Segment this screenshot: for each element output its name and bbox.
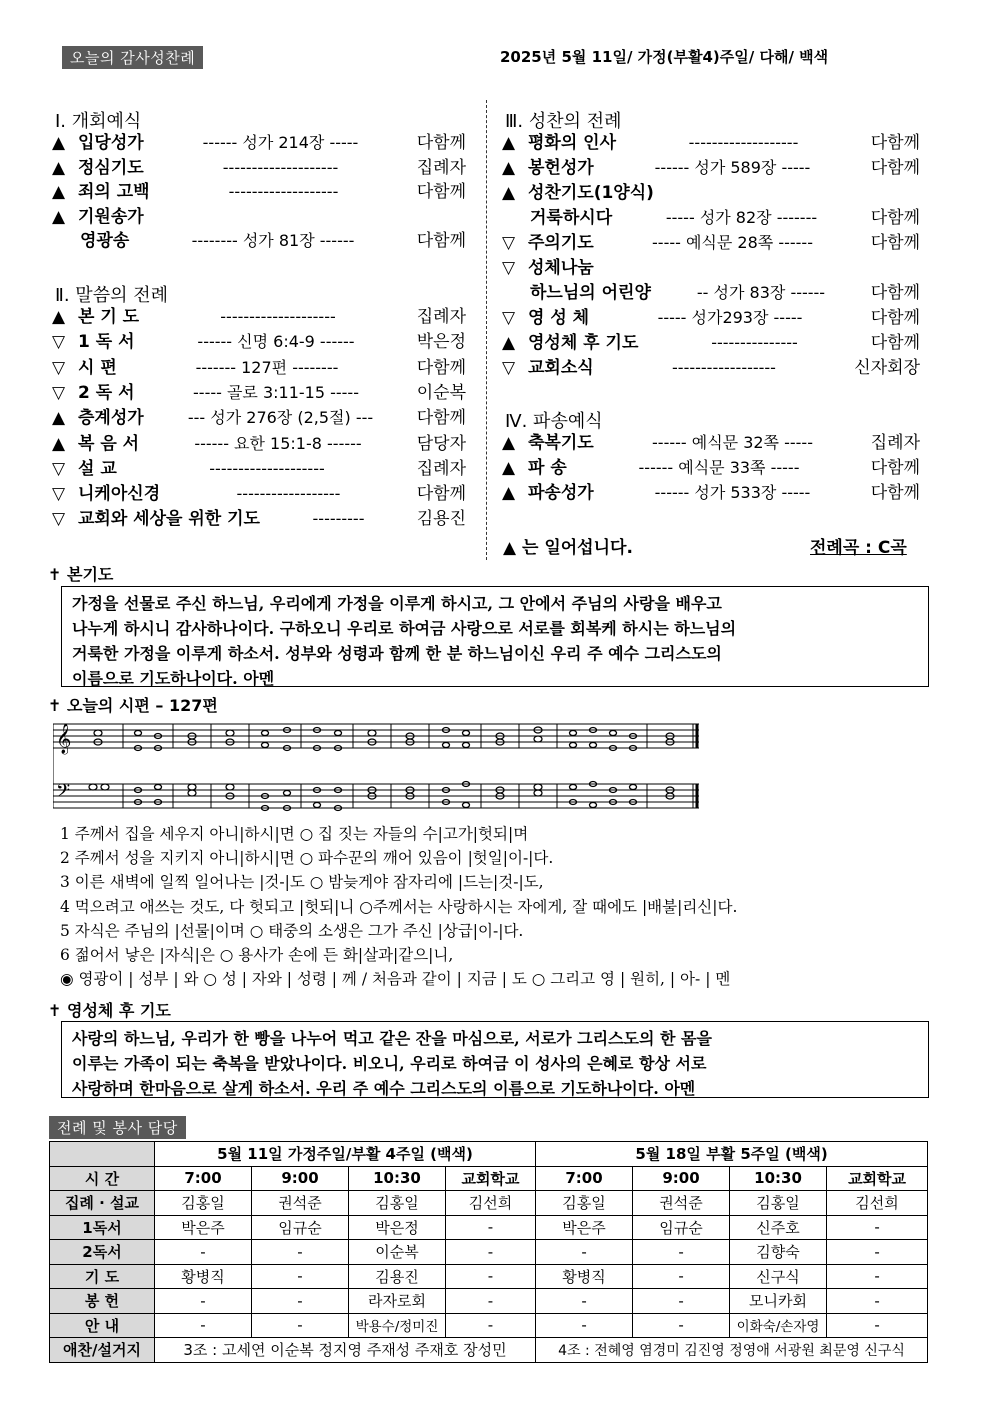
order-item	[502, 181, 920, 205]
order-item-detail: --- 성가 276장 (2,5절) ---	[187, 408, 374, 428]
section-word-title: Ⅱ. 말씀의 전례	[55, 285, 168, 306]
post-communion-line: 사랑하며 한마음으로 살게 하소서. 우리 주 예수 그리스도의 이름으로 기도하나이다. 아멘	[72, 1079, 696, 1098]
order-item-person: 다함께	[416, 408, 466, 429]
order-item-detail: ----- 성가 82장 -------	[665, 208, 818, 227]
order-item-person: 다함께	[416, 133, 466, 153]
time-cell: 10:30	[349, 1166, 446, 1191]
order-item	[52, 432, 466, 456]
order-item-detail: ------ 성가 533장 -----	[654, 483, 811, 502]
order-item-detail: ----- 예식문 28쪽 ------	[652, 233, 813, 252]
collect-line: 거룩한 가정을 이루게 하소서. 성부와 성령과 함께 한 분 하느님이신 우리 주 예수 그리스도의	[72, 644, 722, 663]
order-item	[502, 281, 920, 305]
stand-triangle-icon: ▲	[52, 182, 66, 202]
time-cell: 7:00	[536, 1166, 633, 1191]
order-item-person: 신자회장	[854, 358, 920, 378]
week1-header: 5월 11일 가정주일/부활 4주일 (백색)	[155, 1142, 536, 1167]
order-item-detail: -------- 성가 81장 ------	[191, 231, 355, 250]
duty-cell: 김향숙	[730, 1240, 827, 1265]
duty-cell: 박용수/정미진	[349, 1313, 446, 1338]
sit-triangle-icon: ▽	[502, 358, 516, 378]
duty-row	[50, 1215, 928, 1240]
psalm-heading	[48, 693, 218, 716]
order-item-detail: ----- 골로 3:11-15 -----	[193, 382, 359, 402]
order-item-detail: -- 성가 83장 ------	[696, 283, 826, 302]
cross-icon: ✝	[48, 1001, 67, 1020]
duty-cell: 임규순	[633, 1215, 730, 1240]
order-item-detail: -------------------	[688, 133, 799, 152]
psalm-verse: 1 주께서 집을 세우지 아니|하시|면 ○ 집 짓는 자들의 수|고가|헛되|며	[60, 825, 529, 843]
duty-row	[50, 1313, 928, 1338]
time-cell: 교회학교	[827, 1166, 928, 1191]
order-item-person: 박은정	[416, 332, 466, 353]
duty-cell: 김선희	[446, 1191, 536, 1216]
corner-cell	[50, 1142, 155, 1167]
post-communion-line: 이루는 가족이 되는 축복을 받았나이다. 비오니, 우리로 하여금 이 성사의 은혜로 항상 서로	[72, 1054, 707, 1073]
order-item	[52, 381, 466, 405]
stand-triangle-icon: ▲	[502, 133, 516, 153]
duty-cell: -	[155, 1240, 252, 1265]
duty-cell: 권석준	[252, 1191, 349, 1216]
stand-triangle-icon: ▲	[52, 133, 66, 153]
sit-triangle-icon: ▽	[52, 458, 66, 479]
duty-cell: -	[446, 1240, 536, 1265]
order-item	[52, 180, 466, 204]
stand-triangle-icon: ▲	[52, 433, 66, 454]
order-item-name: 교회와 세상을 위한 기도	[78, 509, 260, 530]
order-item	[52, 457, 466, 481]
column-divider	[486, 100, 487, 560]
order-item	[502, 131, 920, 155]
duty-cell: 김선희	[827, 1191, 928, 1216]
duty-role-label: 봉 헌	[50, 1289, 155, 1314]
duty-cell: 신주호	[730, 1215, 827, 1240]
duty-table	[49, 1141, 928, 1363]
post-communion-title: 영성체 후 기도	[66, 1001, 171, 1020]
duty-cell: -	[252, 1289, 349, 1314]
order-item-detail: ------ 예식문 32쪽 -----	[652, 433, 813, 452]
order-item-person: 다함께	[870, 133, 920, 153]
order-item-detail: --------------------	[220, 307, 336, 326]
sit-triangle-icon: ▽	[502, 233, 516, 253]
choir-week1: 3조 : 고세연 이순복 정지영 주재성 주재호 장성민	[155, 1338, 536, 1363]
order-item-name: 성체나눔	[528, 258, 594, 278]
order-item	[52, 406, 466, 430]
order-item-person: 다함께	[416, 231, 466, 251]
order-item-person: 다함께	[416, 182, 466, 202]
duty-cell: -	[155, 1313, 252, 1338]
order-item-name: 평화의 인사	[528, 133, 617, 153]
choir-week2: 4조 : 전혜영 염경미 김진영 정영애 서광원 최문영 신구식	[536, 1338, 928, 1363]
sit-triangle-icon: ▽	[52, 509, 66, 530]
duty-cell: 황병직	[536, 1264, 633, 1289]
order-item-detail: ------ 성가 214장 -----	[202, 133, 359, 152]
order-item-person: 다함께	[870, 208, 920, 228]
duty-cell: -	[536, 1240, 633, 1265]
time-cell: 9:00	[633, 1166, 730, 1191]
order-item-detail: ------------------	[672, 358, 776, 377]
duty-cell: 신구식	[730, 1264, 827, 1289]
duty-cell: 김용진	[349, 1264, 446, 1289]
duty-cell: 이화숙/손자영	[730, 1313, 827, 1338]
order-item	[502, 431, 920, 455]
order-item-name: 시 편	[78, 357, 117, 378]
collect-heading	[48, 562, 113, 585]
stand-triangle-icon: ▲	[52, 307, 66, 327]
order-item-name: 정심기도	[78, 157, 144, 178]
order-item-name: 설 교	[78, 458, 117, 479]
order-item-person: 집례자	[416, 157, 466, 178]
order-item-name: 입당성가	[78, 133, 144, 153]
order-item-name: 복 음 서	[78, 433, 140, 454]
post-communion-line: 사랑의 하느님, 우리가 한 빵을 나누어 먹고 같은 잔을 마심으로, 서로가 그리스도의 한 몸을	[72, 1029, 712, 1048]
duty-cell: 박은주	[536, 1215, 633, 1240]
stand-triangle-icon: ▲	[502, 433, 516, 453]
duty-cell: 박은주	[155, 1215, 252, 1240]
sit-triangle-icon: ▽	[502, 258, 516, 278]
order-item-detail: ------- 127편 --------	[195, 357, 339, 377]
order-item-person: 다함께	[870, 233, 920, 253]
section-opening-title: Ⅰ. 개회예식	[55, 111, 142, 132]
duty-cell: -	[827, 1313, 928, 1338]
duty-cell: 권석준	[633, 1191, 730, 1216]
order-item	[502, 331, 920, 355]
duty-title-tag: 전례 및 봉사 담당	[49, 1116, 186, 1139]
order-item-detail: ------------------	[236, 484, 341, 504]
stand-triangle-icon: ▲	[502, 458, 516, 478]
order-item-name: 주의기도	[528, 233, 594, 253]
order-item-name: 교회소식	[528, 358, 594, 378]
order-item	[52, 156, 466, 180]
duty-role-label: 기 도	[50, 1264, 155, 1289]
duty-cell: -	[446, 1289, 536, 1314]
time-label: 시 간	[50, 1166, 155, 1191]
duty-role-label: 안 내	[50, 1313, 155, 1338]
sit-triangle-icon: ▽	[52, 332, 66, 353]
duty-cell: -	[827, 1240, 928, 1265]
duty-cell: -	[827, 1289, 928, 1314]
service-title-tag: 오늘의 감사성찬례	[62, 46, 203, 69]
order-item-person: 다함께	[870, 483, 920, 503]
order-item	[52, 305, 466, 329]
sit-triangle-icon: ▽	[52, 484, 66, 505]
order-item-name: 하느님의 어린양	[530, 283, 651, 303]
time-cell: 교회학교	[446, 1166, 536, 1191]
order-item	[502, 206, 920, 230]
order-item	[502, 156, 920, 180]
cross-icon: ✝	[48, 696, 67, 715]
duty-cell: 김홍일	[155, 1191, 252, 1216]
duty-cell: -	[446, 1215, 536, 1240]
order-item	[52, 356, 466, 380]
time-cell: 10:30	[730, 1166, 827, 1191]
order-item-detail: ------ 예식문 33쪽 -----	[638, 458, 800, 477]
order-item-person: 집례자	[416, 458, 466, 479]
service-date: 2025년 5월 11일/ 가정(부활4)주일/ 다해/ 백색	[500, 48, 829, 66]
order-item-detail: ------ 성가 589장 -----	[654, 158, 811, 177]
order-item-detail: -------------------	[228, 182, 339, 201]
order-item-name: 축복기도	[528, 433, 594, 453]
duty-row	[50, 1264, 928, 1289]
time-row	[50, 1166, 928, 1191]
stand-triangle-icon: ▲	[502, 333, 516, 353]
collect-line: 이름으로 기도하나이다. 아멘	[72, 669, 275, 688]
post-communion-box	[61, 1021, 929, 1098]
duty-cell: -	[633, 1264, 730, 1289]
duty-cell: 라자로회	[349, 1289, 446, 1314]
week2-header: 5월 18일 부활 5주일 (백색)	[536, 1142, 928, 1167]
duty-cell: 모니카회	[730, 1289, 827, 1314]
section-sending-title: Ⅳ. 파송예식	[505, 411, 603, 432]
order-item-name: 죄의 고백	[78, 182, 150, 202]
psalm-chant-score	[53, 718, 701, 814]
order-item-detail: --------------------	[209, 458, 325, 478]
duty-cell: -	[252, 1240, 349, 1265]
duty-cell: 임규순	[252, 1215, 349, 1240]
duty-cell: -	[827, 1215, 928, 1240]
stand-triangle-icon: ▲	[52, 206, 66, 227]
order-item-name: 영성체 후 기도	[528, 333, 639, 353]
week-header-row	[50, 1142, 928, 1167]
cross-icon: ✝	[48, 565, 67, 584]
duty-cell: 황병직	[155, 1264, 252, 1289]
duty-cell: -	[633, 1289, 730, 1314]
order-item	[502, 356, 920, 380]
order-item-name: 봉헌성가	[528, 158, 594, 178]
duty-row	[50, 1240, 928, 1265]
order-item-person: 다함께	[870, 158, 920, 178]
treble-clef-icon: 𝄞	[56, 724, 72, 754]
duty-cell: -	[536, 1289, 633, 1314]
stand-triangle-icon: ▲	[502, 183, 516, 203]
collect-box	[61, 586, 929, 687]
collect-title: 본기도	[66, 565, 114, 584]
order-item-name: 본 기 도	[78, 307, 140, 327]
psalm-verse: 4 먹으려고 애쓰는 것도, 다 헛되고 |헛되|니 ○주께서는 사랑하시는 자에게, 잘 때에도 |배불|리신|다.	[60, 897, 738, 916]
duty-role-label: 2독서	[50, 1240, 155, 1265]
order-item-person: 김용진	[416, 509, 466, 530]
duty-cell: -	[827, 1264, 928, 1289]
order-item-name: 니케아신경	[78, 484, 161, 505]
duty-cell: 김홍일	[349, 1191, 446, 1216]
order-item-person: 다함께	[870, 308, 920, 328]
psalm-verse: 6 젊어서 낳은 |자식|은 ○ 용사가 손에 든 화|살과|같으|니,	[60, 946, 454, 964]
psalm-verse: 3 이른 새벽에 일찍 일어나는 |것-|도 ○ 밤늦게야 잠자리에 |드는|것-|도,	[60, 873, 544, 892]
order-item-detail: ----- 성가293장 -----	[657, 308, 803, 327]
order-item-name: 2 독 서	[78, 382, 135, 403]
order-item	[502, 481, 920, 505]
order-item-person: 다함께	[416, 484, 466, 505]
psalm-verse: ◉ 영광이 | 성부 | 와 ○ 성 | 자와 | 성령 | 께 / 처음과 같이 | 지금 | 도 ○ 그리고 영 | 원히, | 아- | 멘	[60, 970, 731, 989]
sit-triangle-icon: ▽	[502, 308, 516, 328]
duty-cell: 김홍일	[536, 1191, 633, 1216]
duty-cell: -	[446, 1264, 536, 1289]
order-item	[52, 205, 466, 229]
liturgy-melody: 전례곡 : C곡	[810, 538, 907, 558]
order-item-person: 집례자	[870, 433, 920, 453]
order-item-name: 파 송	[528, 458, 567, 478]
bass-clef-icon: 𝄢	[56, 781, 71, 806]
order-item-name: 거룩하시다	[530, 208, 613, 228]
psalm-title: 오늘의 시편 – 127편	[66, 696, 218, 715]
duty-row	[50, 1289, 928, 1314]
psalm-verse: 2 주께서 성을 지키지 아니|하시|면 ○ 파수꾼의 깨어 있음이 |헛일|이-|다.	[60, 849, 554, 868]
duty-cell: 김홍일	[730, 1191, 827, 1216]
sit-triangle-icon: ▽	[52, 357, 66, 378]
post-communion-heading	[48, 998, 171, 1021]
duty-cell: -	[155, 1289, 252, 1314]
order-item-detail: --------------------	[222, 157, 339, 177]
order-item	[502, 306, 920, 330]
order-item-name: 성찬기도(1양식)	[528, 183, 654, 203]
duty-role-label: 1독서	[50, 1215, 155, 1240]
duty-cell: 박은정	[349, 1215, 446, 1240]
stand-triangle-icon: ▲	[502, 483, 516, 503]
duty-cell: -	[633, 1313, 730, 1338]
order-item-name: 1 독 서	[78, 332, 135, 353]
order-item-person: 다함께	[416, 357, 466, 378]
choir-row	[50, 1338, 928, 1363]
order-item-person: 다함께	[870, 283, 920, 303]
duty-cell: -	[446, 1313, 536, 1338]
order-item	[52, 131, 466, 155]
order-item-name: 영광송	[80, 231, 130, 251]
stand-triangle-icon: ▲	[52, 157, 66, 178]
order-item	[502, 256, 920, 280]
duty-cell: -	[252, 1264, 349, 1289]
order-item-person: 이순복	[416, 382, 466, 403]
order-item-name: 파송성가	[528, 483, 594, 503]
duty-cell: 이순복	[349, 1240, 446, 1265]
time-cell: 7:00	[155, 1166, 252, 1191]
order-item-person: 담당자	[416, 433, 466, 454]
order-item	[52, 330, 466, 354]
order-item-name: 영 성 체	[528, 308, 590, 328]
order-item	[52, 482, 466, 506]
order-item-person: 다함께	[870, 458, 920, 478]
order-item-detail: ------ 요한 15:1-8 ------	[194, 433, 362, 453]
standing-note: ▲ 는 일어섭니다.	[503, 538, 633, 558]
order-item-detail: ------ 신명 6:4-9 ------	[197, 332, 355, 352]
sit-triangle-icon: ▽	[52, 382, 66, 403]
duty-cell: -	[252, 1313, 349, 1338]
order-item	[502, 456, 920, 480]
order-item-detail: ---------------	[711, 333, 798, 352]
order-item-name: 층계성가	[78, 408, 144, 429]
choir-label: 애찬/설거지	[50, 1338, 155, 1363]
duty-cell: -	[633, 1240, 730, 1265]
order-item-detail: ---------	[312, 509, 365, 529]
duty-role-label: 집례 · 설교	[50, 1191, 155, 1216]
stand-triangle-icon: ▲	[52, 408, 66, 429]
psalm-verse: 5 자식은 주님의 |선물|이며 ○ 태중의 소생은 그가 주신 |상급|이-|다.	[60, 921, 524, 940]
order-item	[52, 229, 466, 253]
duty-cell: -	[536, 1313, 633, 1338]
order-item	[502, 231, 920, 255]
collect-line: 가정을 선물로 주신 하느님, 우리에게 가정을 이루게 하시고, 그 안에서 주님의 사랑을 배우고	[72, 594, 722, 613]
time-cell: 9:00	[252, 1166, 349, 1191]
order-item	[52, 507, 466, 531]
order-item-name: 기원송가	[78, 206, 144, 227]
stand-triangle-icon: ▲	[502, 158, 516, 178]
duty-row	[50, 1191, 928, 1216]
order-item-person: 집례자	[416, 307, 466, 327]
section-eucharist-title: Ⅲ. 성찬의 전례	[505, 111, 622, 132]
order-item-person: 다함께	[870, 333, 920, 353]
collect-line: 나누게 하시니 감사하나이다. 구하오니 우리로 하여금 사랑으로 서로를 회복케 하시는 하느님의	[72, 619, 737, 638]
